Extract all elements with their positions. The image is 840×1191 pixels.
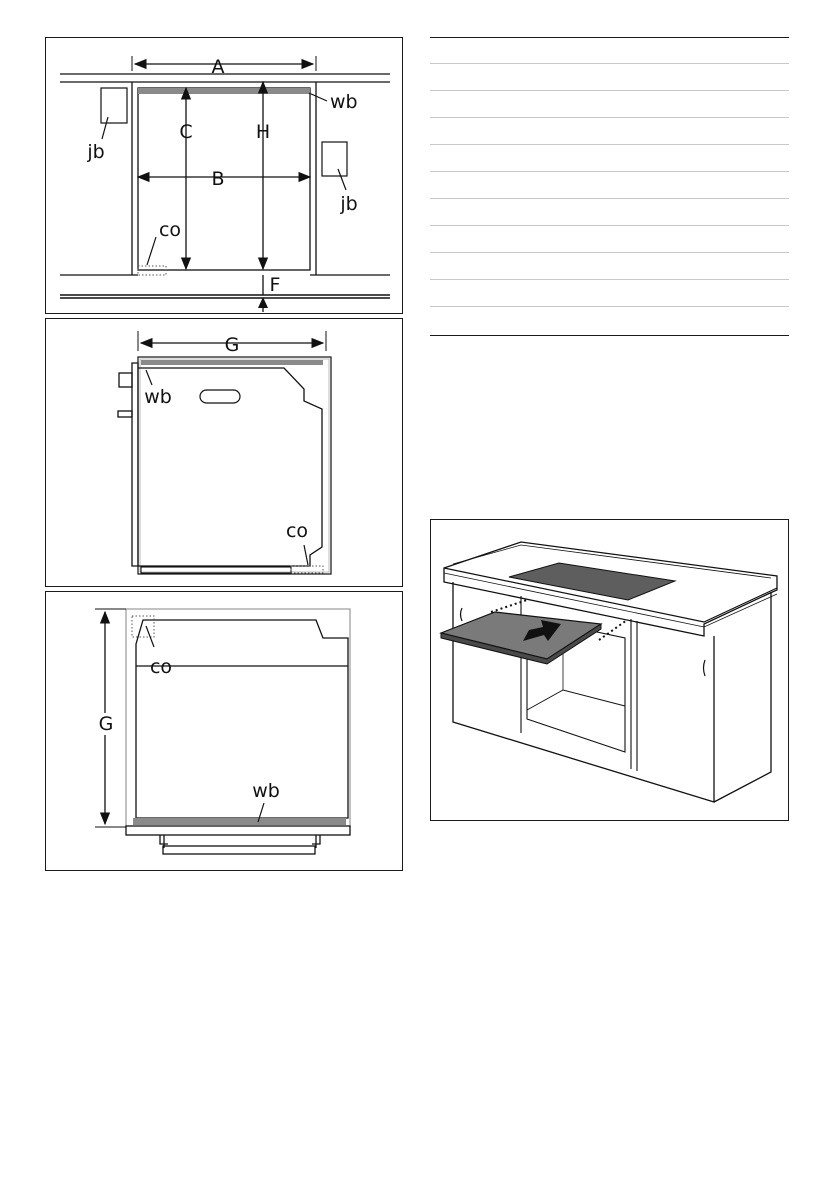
dimension-row: [430, 253, 789, 280]
dimension-row: [430, 199, 789, 226]
label-jb-right: jb: [340, 193, 358, 215]
label-F: F: [269, 274, 281, 296]
niche-front-panel: [45, 37, 403, 314]
kitchen-illustration-drawing: [431, 520, 790, 822]
label-co: co: [158, 219, 182, 241]
label-G: G: [224, 334, 240, 356]
niche-front-drawing: [46, 38, 404, 315]
wooden-batten: [133, 818, 346, 825]
label-B: B: [211, 168, 225, 190]
dimension-row: [430, 307, 789, 336]
dimension-row: [430, 280, 789, 307]
label-wb: wb: [252, 780, 280, 802]
top-view-panel: [45, 591, 403, 871]
label-wb: wb: [144, 386, 172, 408]
junction-box-right: [322, 142, 347, 176]
sliding-board: [441, 612, 601, 659]
label-wb: wb: [330, 91, 358, 113]
dimension-row: [430, 118, 789, 145]
side-view-drawing: [46, 319, 404, 588]
junction-box-left: [101, 88, 127, 123]
wooden-batten: [138, 88, 310, 94]
dimension-row: [430, 172, 789, 199]
label-co: co: [285, 520, 309, 542]
label-C: C: [179, 121, 193, 143]
wooden-batten: [141, 360, 323, 365]
kitchen-illustration-panel: [430, 519, 789, 821]
side-view-panel: [45, 318, 403, 587]
dimension-row: [430, 145, 789, 172]
dimension-row: [430, 64, 789, 91]
label-co: co: [149, 656, 173, 678]
cutout-dotted: [132, 616, 154, 637]
dimension-row: [430, 91, 789, 118]
label-H: H: [255, 121, 271, 143]
label-A: A: [211, 56, 225, 78]
dimension-row: [430, 226, 789, 253]
dimension-table: [430, 37, 789, 336]
top-view-drawing: [46, 592, 404, 872]
label-G: G: [98, 713, 114, 735]
label-jb-left: jb: [87, 141, 105, 163]
dimension-row: [430, 37, 789, 64]
